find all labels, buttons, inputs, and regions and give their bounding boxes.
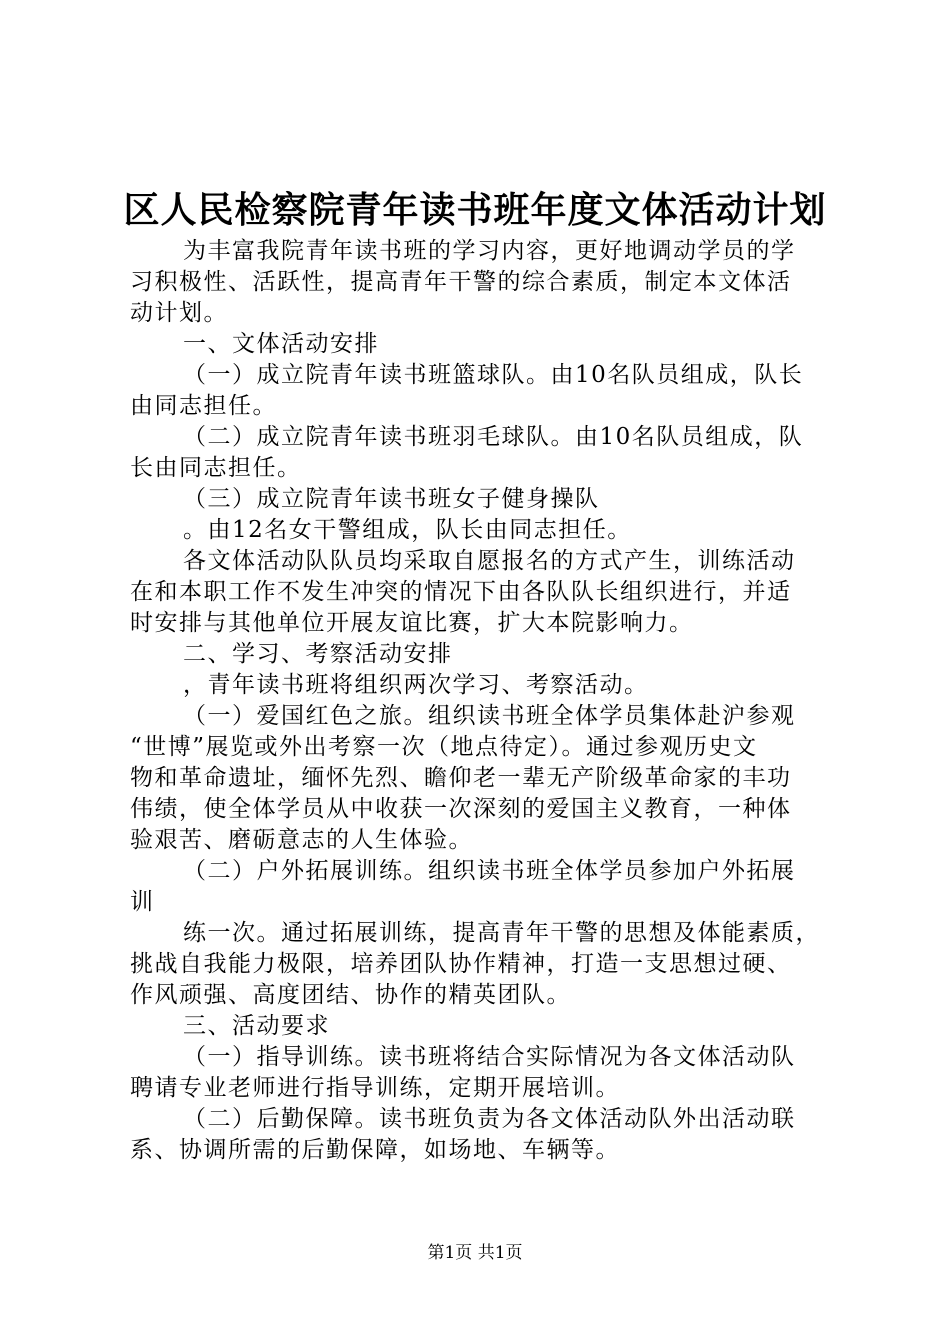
paragraph-line: 系、协调所需的后勤保障，如场地、车辆等。 — [130, 1137, 620, 1163]
paragraph-line: （二）户外拓展训练。组织读书班全体学员参加户外拓展 — [183, 858, 796, 884]
paragraph-line: 为丰富我院青年读书班的学习内容，更好地调动学员的学 — [183, 238, 796, 264]
paragraph-line: （二）后勤保障。读书班负责为各文体活动队外出活动联 — [183, 1106, 796, 1132]
paragraph-line: 由同志担任。 — [130, 393, 277, 419]
paragraph-line: 练一次。通过拓展训练，提高青年干警的思想及体能素质， — [183, 920, 820, 946]
paragraph-line: 二、学习、考察活动安排 — [183, 641, 453, 667]
paragraph-line: 伟绩，使全体学员从中收获一次深刻的爱国主义教育，一种体 — [130, 796, 792, 822]
paragraph-line: 在和本职工作不发生冲突的情况下由各队队长组织进行，并适 — [130, 579, 792, 605]
paragraph-line: 物和革命遗址，缅怀先烈、瞻仰老一辈无产阶级革命家的丰功 — [130, 765, 792, 791]
paragraph-line: 验艰苦、磨砺意志的人生体验。 — [130, 827, 473, 853]
paragraph-line: 各文体活动队队员均采取自愿报名的方式产生，训练活动 — [183, 548, 796, 574]
paragraph-line: 作风顽强、高度团结、协作的精英团队。 — [130, 982, 571, 1008]
document-body — [130, 236, 830, 1166]
paragraph-line: 训 — [130, 889, 155, 915]
paragraph-line: “世博”展览或外出考察一次（地点待定）。通过参观历史文 — [130, 734, 758, 760]
paragraph-line: 聘请专业老师进行指导训练，定期开展培训。 — [130, 1075, 620, 1101]
paragraph-line: 一、文体活动安排 — [183, 331, 379, 357]
paragraph-line: 挑战自我能力极限，培养团队协作精神，打造一支思想过硬、 — [130, 951, 792, 977]
paragraph-line: 习积极性、活跃性，提高青年干警的综合素质，制定本文体活 — [130, 269, 792, 295]
paragraph-line: （一）爱国红色之旅。组织读书班全体学员集体赴沪参观 — [183, 703, 796, 729]
page-footer: 第1页 共1页 — [427, 1243, 523, 1263]
paragraph-line: 动计划。 — [130, 300, 228, 326]
paragraph-line: 。由12名女干警组成，队长由同志担任。 — [183, 517, 632, 543]
paragraph-line: （二）成立院青年读书班羽毛球队。由10名队员组成，队 — [183, 424, 804, 450]
paragraph-line: 时安排与其他单位开展友谊比赛，扩大本院影响力。 — [130, 610, 694, 636]
paragraph-line: ，青年读书班将组织两次学习、考察活动。 — [183, 672, 649, 698]
paragraph-line: （三）成立院青年读书班女子健身操队 — [183, 486, 600, 512]
paragraph-line: （一）成立院青年读书班篮球队。由10名队员组成，队长 — [183, 362, 804, 388]
paragraph-line: 三、活动要求 — [183, 1013, 330, 1039]
paragraph-line: （一）指导训练。读书班将结合实际情况为各文体活动队 — [183, 1044, 796, 1070]
paragraph-line: 长由同志担任。 — [130, 455, 302, 481]
document-title: 区人民检察院青年读书班年度文体活动计划 — [123, 189, 827, 231]
